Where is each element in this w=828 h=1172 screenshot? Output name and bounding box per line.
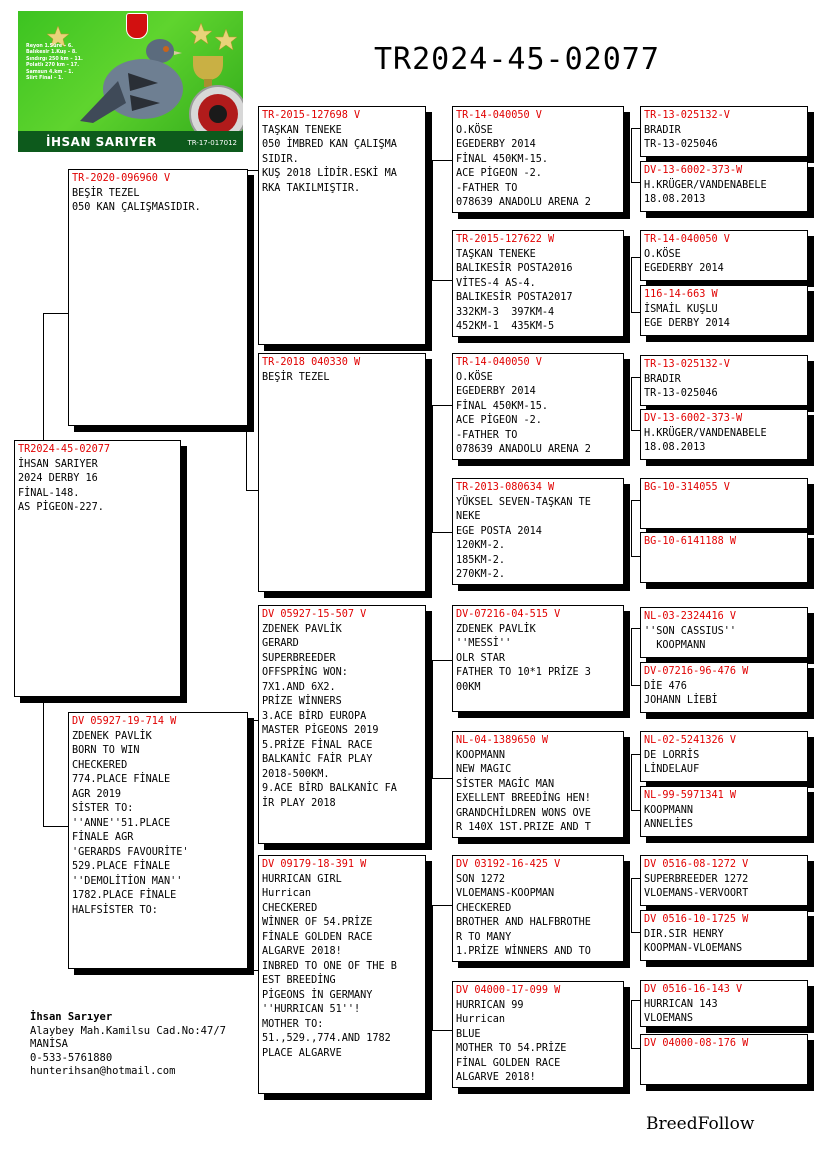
info-line: KOOPMANN xyxy=(644,640,706,651)
info-line: BEŞİR TEZEL xyxy=(262,371,330,383)
great-grandparent-card xyxy=(452,981,624,1088)
info-line: EGE DERBY 2014 xyxy=(644,318,730,329)
info-line: -FATHER TO xyxy=(456,182,518,194)
info-line: CHECKERED xyxy=(262,902,318,914)
info-line: VLOEMANS xyxy=(644,1013,694,1024)
info-line: KOOPMAN-VLOEMANS xyxy=(644,943,743,954)
connector-line xyxy=(432,160,433,280)
connector-line xyxy=(631,430,640,431)
grandparent-card xyxy=(258,106,426,345)
info-line: 5.PRİZE FİNAL RACE xyxy=(262,739,373,751)
info-line: ''HURRICAN 51''! xyxy=(262,1004,361,1015)
contact-address: Alaybey Mah.Kamilsu Cad.No:47/7 xyxy=(30,1024,226,1037)
ring-number: NL-04-1389650 W xyxy=(456,735,549,746)
info-line: SUPERBREEDER 1272 xyxy=(644,873,749,885)
logo-stat: Siirt Final – 1. xyxy=(26,76,64,82)
info-line: DİE 476 xyxy=(644,680,687,692)
info-line: 00KM xyxy=(456,681,481,693)
info-line: Hurrican xyxy=(456,1014,506,1025)
ring-number: TR-2018 040330 W xyxy=(262,357,361,368)
info-line: 1.PRİZE WİNNERS AND TO xyxy=(456,946,591,957)
info-line: R 140X 1ST.PRIZE AND T xyxy=(456,822,591,833)
ring-number: TR-2015-127622 W xyxy=(456,234,555,245)
breeder-contact xyxy=(30,1011,226,1079)
info-line: GRANDCHİLDREN WONS OVE xyxy=(456,807,591,819)
info-line: JOHANN LİEBİ xyxy=(644,695,718,706)
info-line: ACE PİGEON -2. xyxy=(456,168,542,179)
sire-card xyxy=(68,169,248,426)
ring-number: NL-03-2324416 V xyxy=(644,611,737,622)
info-line: ''DEMOLİTİON MAN'' xyxy=(72,875,183,887)
g4-card xyxy=(640,786,808,837)
info-line: VİTES-4 AS-4. xyxy=(456,277,536,289)
connector-line xyxy=(631,257,640,258)
info-line: ''ANNE''51.PLACE xyxy=(72,817,171,829)
connector-line xyxy=(432,405,433,532)
grandparent-card xyxy=(258,353,426,592)
info-line: EGEDERBY 2014 xyxy=(644,263,724,274)
connector-line xyxy=(631,500,640,501)
great-grandparent-card xyxy=(452,478,624,585)
info-line: 078639 ANADOLU ARENA 2 xyxy=(456,444,591,455)
info-line: DE LORRİS xyxy=(644,749,700,761)
info-line: 050 KAN ÇALIŞMASIDIR. xyxy=(72,202,201,213)
info-line: 7X1.AND 6X2. xyxy=(262,681,336,693)
connector-line xyxy=(43,826,68,827)
info-line: MASTER PİGEONS 2019 xyxy=(262,725,379,736)
info-line: 332KM-3 397KM-4 xyxy=(456,306,555,318)
info-line: CHECKERED xyxy=(456,902,512,914)
info-line: TR-13-025046 xyxy=(644,139,718,150)
info-line: TAŞKAN TENEKE xyxy=(262,124,342,136)
info-line: SIDIR. xyxy=(262,153,299,165)
contact-name: İhsan Sarıyer xyxy=(30,1011,113,1023)
info-line: OLR STAR xyxy=(456,652,506,664)
info-line: HURRICAN 99 xyxy=(456,999,524,1011)
info-line: KOOPMANN xyxy=(456,749,506,761)
info-line: ANNELİES xyxy=(644,819,694,830)
info-line: NEKE xyxy=(456,511,481,522)
info-line: ACE PİGEON -2. xyxy=(456,415,542,426)
ring-number: DV 0516-16-143 V xyxy=(644,984,743,995)
info-line: 2018-500KM. xyxy=(262,768,330,780)
info-line: 529.PLACE FİNALE xyxy=(72,861,171,872)
info-line: R TO MANY xyxy=(456,931,512,943)
ring-number: TR-14-040050 V xyxy=(456,110,542,121)
info-line: SUPERBREEDER xyxy=(262,652,336,664)
info-line: BRADIR xyxy=(644,124,681,136)
info-line: 774.PLACE FİNALE xyxy=(72,774,171,785)
ring-number: DV 04000-08-176 W xyxy=(644,1038,749,1049)
g4-card xyxy=(640,355,808,406)
info-line: KUŞ 2018 LİDİR.ESKİ MA xyxy=(262,168,397,179)
logo-breeder-name: İHSAN SARIYER xyxy=(46,135,157,149)
connector-line xyxy=(631,182,640,183)
info-line: 'GERARDS FAVOURİTE' xyxy=(72,846,189,858)
logo-stat: Samsun 4.km – 1. xyxy=(26,69,74,75)
info-line: FİNALE GOLDEN RACE xyxy=(262,931,373,943)
connector-line xyxy=(631,128,632,182)
info-line: H.KRÜGER/VANDENABELE xyxy=(644,427,767,439)
connector-line xyxy=(432,660,452,661)
info-line: MOTHER TO 54.PRİZE xyxy=(456,1043,567,1054)
ring-number: TR2024-45-02077 xyxy=(18,444,111,455)
info-line: BALIKESİR POSTA2017 xyxy=(456,292,573,303)
g4-card xyxy=(640,532,808,583)
connector-line xyxy=(432,160,452,161)
page-title: TR2024-45-02077 xyxy=(374,42,660,77)
connector-line xyxy=(631,556,640,557)
info-line: İSMAİL KUŞLU xyxy=(644,303,718,315)
connector-line xyxy=(631,810,640,811)
subject-pigeon-card xyxy=(14,440,181,697)
connector-line xyxy=(631,878,640,879)
info-line: PİGEONS İN GERMANY xyxy=(262,989,373,1001)
info-line: TAŞKAN TENEKE xyxy=(456,248,536,260)
g4-card xyxy=(640,478,808,529)
ring-number: DV-07216-96-476 W xyxy=(644,666,749,677)
logo-stat: Polatlı 270 km – 17. xyxy=(26,63,80,69)
g4-card xyxy=(640,409,808,460)
info-line: ZDENEK PAVLİK xyxy=(456,623,536,635)
connector-line xyxy=(631,878,632,932)
info-line: PRİZE WİNNERS xyxy=(262,696,342,707)
connector-line xyxy=(631,1048,640,1049)
info-line: O.KÖSE xyxy=(456,371,493,383)
info-line: CHECKERED xyxy=(72,759,128,771)
info-line: 9.ACE BİRD BALKANİC FA xyxy=(262,783,397,794)
info-line: FATHER TO 10*1 PRİZE 3 xyxy=(456,667,591,678)
dam-card xyxy=(68,712,248,969)
ring-number: DV-13-6002-373-W xyxy=(644,165,743,176)
info-line: BRADIR xyxy=(644,373,681,385)
info-line: YÜKSEL SEVEN-TAŞKAN TE xyxy=(456,496,591,508)
info-line: ''MESSİ'' xyxy=(456,638,512,649)
connector-line xyxy=(432,405,452,406)
info-line: BALIKESİR POSTA2016 xyxy=(456,263,573,274)
info-line: ALGARVE 2018! xyxy=(262,946,342,957)
g4-card xyxy=(640,161,808,212)
great-grandparent-card xyxy=(452,855,624,962)
connector-line xyxy=(432,778,452,779)
ring-number: DV 0516-08-1272 V xyxy=(644,859,749,870)
info-line: 050 İMBRED KAN ÇALIŞMA xyxy=(262,139,397,150)
info-line: -FATHER TO xyxy=(456,429,518,441)
connector-line xyxy=(631,1000,640,1001)
connector-line xyxy=(631,128,640,129)
great-grandparent-card xyxy=(452,731,624,838)
logo-stat: Reyon 1.Süre – 6. xyxy=(26,44,74,49)
info-line: VLOEMANS-VERVOORT xyxy=(644,888,749,899)
info-line: HALFSİSTER TO: xyxy=(72,904,158,916)
info-line: FİNAL-148. xyxy=(18,487,80,499)
connector-line xyxy=(43,313,68,314)
info-line: OFFSPRİNG WON: xyxy=(262,667,348,678)
connector-line xyxy=(432,660,433,778)
connector-line xyxy=(43,698,44,826)
info-line: WİNNER OF 54.PRİZE xyxy=(262,917,373,928)
info-line: 185KM-2. xyxy=(456,554,506,566)
ring-number: TR-2020-096960 V xyxy=(72,173,171,184)
ring-number: DV 09179-18-391 W xyxy=(262,859,367,870)
info-line: 2024 DERBY 16 xyxy=(18,473,98,484)
info-line: EGEDERBY 2014 xyxy=(456,139,536,150)
connector-line xyxy=(432,905,452,906)
info-line: RKA TAKILMIŞTIR. xyxy=(262,182,361,194)
info-line: BROTHER AND HALFBROTHE xyxy=(456,917,591,928)
great-grandparent-card xyxy=(452,605,624,712)
info-line: BORN TO WIN xyxy=(72,745,140,756)
info-line: HURRICAN GIRL xyxy=(262,873,342,885)
connector-line xyxy=(631,500,632,556)
connector-line xyxy=(631,628,640,629)
info-line: EST BREEDİNG xyxy=(262,975,336,986)
g4-card xyxy=(640,662,808,713)
connector-line xyxy=(631,754,632,810)
grandparent-card xyxy=(258,855,426,1094)
g4-card xyxy=(640,106,808,157)
great-grandparent-card xyxy=(452,106,624,213)
info-line: İHSAN SARIYER xyxy=(18,458,98,470)
info-line: 3.ACE BİRD EUROPA xyxy=(262,710,367,722)
connector-line xyxy=(631,754,640,755)
info-line: ZDENEK PAVLİK xyxy=(262,623,342,635)
info-line: FİNAL GOLDEN RACE xyxy=(456,1057,561,1069)
ring-number: BG-10-6141188 W xyxy=(644,536,737,547)
ring-number: TR-2015-127698 V xyxy=(262,110,361,121)
logo-stats xyxy=(26,44,83,82)
info-line: 1782.PLACE FİNALE xyxy=(72,890,177,901)
ring-number: DV 04000-17-099 W xyxy=(456,985,561,996)
info-line: MOTHER TO: xyxy=(262,1018,324,1030)
g4-card xyxy=(640,607,808,658)
info-line: O.KÖSE xyxy=(456,124,493,136)
ring-number: TR-2013-080634 W xyxy=(456,482,555,493)
info-line: 18.08.2013 xyxy=(644,194,706,205)
info-line: 120KM-2. xyxy=(456,540,506,551)
ring-number: DV 0516-10-1725 W xyxy=(644,914,749,925)
great-grandparent-card xyxy=(452,230,624,337)
logo-stat: Sındırgı 250 km – 11. xyxy=(26,56,83,62)
connector-line xyxy=(432,1030,452,1031)
info-line: 078639 ANADOLU ARENA 2 xyxy=(456,197,591,208)
g4-card xyxy=(640,855,808,906)
connector-line xyxy=(631,628,632,685)
ring-number: NL-99-5971341 W xyxy=(644,790,737,801)
ring-number: NL-02-5241326 V xyxy=(644,735,737,746)
ring-number: DV 05927-19-714 W xyxy=(72,716,177,727)
g4-card xyxy=(640,230,808,281)
info-line: BLUE xyxy=(456,1028,481,1040)
connector-line xyxy=(432,532,452,533)
ring-number: TR-13-025132-V xyxy=(644,110,730,121)
ring-number: DV-07216-04-515 V xyxy=(456,609,561,620)
info-line: VLOEMANS-KOOPMAN xyxy=(456,888,555,899)
connector-line xyxy=(631,685,640,686)
info-line: DIR.SIR HENRY xyxy=(644,928,724,940)
info-line: SON 1272 xyxy=(456,873,506,885)
info-line: SİSTER MAGİC MAN xyxy=(456,778,555,790)
ring-number: TR-14-040050 V xyxy=(456,357,542,368)
info-line: HURRICAN 143 xyxy=(644,998,718,1010)
ring-number: 116-14-663 W xyxy=(644,289,718,300)
connector-line xyxy=(631,932,640,933)
grandparent-card xyxy=(258,605,426,844)
info-line: BALKANİC FAİR PLAY xyxy=(262,754,373,765)
ring-number: DV-13-6002-373-W xyxy=(644,413,743,424)
logo-ring: TR-17-017012 xyxy=(187,139,237,147)
info-line: ZDENEK PAVLİK xyxy=(72,730,152,742)
info-line: TR-13-025046 xyxy=(644,388,718,399)
info-line: FİNAL 450KM-15. xyxy=(456,153,549,165)
g4-card xyxy=(640,980,808,1027)
connector-line xyxy=(432,905,433,1030)
contact-city: MANİSA xyxy=(30,1038,68,1050)
info-line: AS PİGEON-227. xyxy=(18,502,104,513)
connector-line xyxy=(631,1000,632,1048)
info-line: İR PLAY 2018 xyxy=(262,797,336,809)
ring-number: DV 03192-16-425 V xyxy=(456,859,561,870)
info-line: NEW MAGIC xyxy=(456,764,512,775)
connector-line xyxy=(432,280,452,281)
info-line: FİNAL 450KM-15. xyxy=(456,400,549,412)
info-line: H.KRÜGER/VANDENABELE xyxy=(644,179,767,191)
info-line: FİNALE AGR xyxy=(72,832,134,843)
info-line: 452KM-1 435KM-5 xyxy=(456,321,555,332)
ring-number: TR-13-025132-V xyxy=(644,359,730,370)
connector-line xyxy=(631,377,640,378)
breeder-logo xyxy=(18,11,243,152)
ring-number: BG-10-314055 V xyxy=(644,482,730,493)
g4-card xyxy=(640,285,808,336)
info-line: EXELLENT BREEDİNG HEN! xyxy=(456,793,591,804)
connector-line xyxy=(43,313,44,446)
info-line: Hurrican xyxy=(262,888,312,899)
info-line: ALGARVE 2018! xyxy=(456,1072,536,1083)
info-line: EGE POSTA 2014 xyxy=(456,525,542,537)
connector-line xyxy=(631,377,632,430)
info-line: LİNDELAUF xyxy=(644,764,700,775)
info-line: INBRED TO ONE OF THE B xyxy=(262,960,397,972)
info-line: 51.,529.,774.AND 1782 xyxy=(262,1033,391,1044)
contact-phone: 0-533-5761880 xyxy=(30,1051,113,1064)
contact-email: hunterihsan@hotmail.com xyxy=(30,1065,176,1077)
g4-card xyxy=(640,1034,808,1085)
info-line: KOOPMANN xyxy=(644,804,694,816)
great-grandparent-card xyxy=(452,353,624,460)
info-line: AGR 2019 xyxy=(72,788,122,800)
info-line: SİSTER TO: xyxy=(72,803,134,814)
connector-line xyxy=(631,257,632,312)
info-line: GERARD xyxy=(262,638,299,649)
info-line: BEŞİR TEZEL xyxy=(72,187,140,199)
info-line: O.KÖSE xyxy=(644,248,681,260)
info-line: PLACE ALGARVE xyxy=(262,1047,342,1059)
brand-footer: BreedFollow xyxy=(646,1114,755,1134)
connector-line xyxy=(631,312,640,313)
g4-card xyxy=(640,731,808,782)
info-line: 270KM-2. xyxy=(456,569,506,580)
logo-stat: Balıkesir 1.Kuş – 8. xyxy=(26,50,77,56)
info-line: ''SON CASSIUS'' xyxy=(644,625,737,637)
ring-number: TR-14-040050 V xyxy=(644,234,730,245)
info-line: 18.08.2013 xyxy=(644,442,706,453)
ring-number: DV 05927-15-507 V xyxy=(262,609,367,620)
g4-card xyxy=(640,910,808,961)
info-line: EGEDERBY 2014 xyxy=(456,386,536,397)
